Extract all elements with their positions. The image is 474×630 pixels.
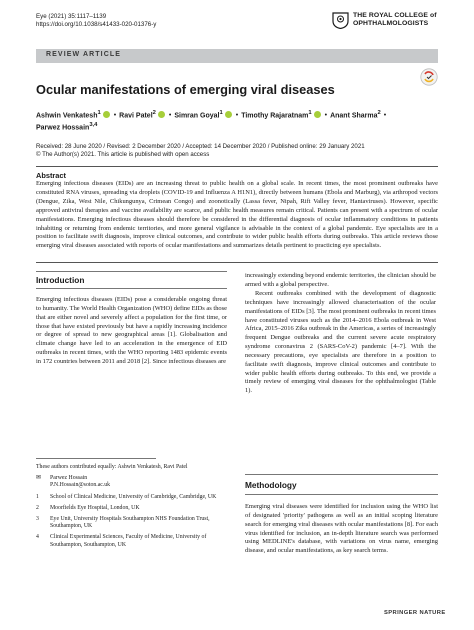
- author-name[interactable]: Simran Goyal: [174, 112, 220, 120]
- logo-line-2: OPHTHALMOLOGISTS: [353, 20, 429, 27]
- publication-dates: [36, 143, 365, 158]
- section-divider: [245, 494, 438, 495]
- abstract-divider: [36, 166, 438, 167]
- author-separator: •: [324, 112, 328, 120]
- author-separator: •: [235, 112, 239, 120]
- author-name[interactable]: Timothy Rajaratnam: [241, 112, 309, 120]
- section-divider: [245, 474, 438, 475]
- rcophth-logo: [332, 10, 444, 32]
- footnotes: [36, 464, 227, 553]
- author-affiliation: 3,4: [89, 122, 98, 128]
- body-paragraph: Recent outbreaks combined with the development of diagnostic techniques have increasingly allowed characterisation of the ocular manifestations of EIDs [3]. The most prominent outbreaks in recent times have constituted viruses such as the 2014–2016 Ebola outbreak in West Africa, 2015–2016 Zika outbreak in the Americas, a series of increasingly frequent Dengue outbreaks and the current severe acute respiratory syndrome coronavirus 2 (SARS-CoV-2) pandemic [4–7]. With the necessary precautions, eye specialists are therefore in a position to facilitate swift diagnosis, improve clinical outcomes and contribute to wider public health efforts during outbreaks. To this end, we provide a timely review of emerging viral diseases for the ophthalmologist (Table 1).: [245, 290, 436, 395]
- body-paragraph: increasingly extending beyond endemic territories, the clinician should be armed with a global perspective.: [245, 272, 436, 288]
- journal-citation: Eye (2021) 35:1117–1139: [36, 13, 107, 20]
- equal-contribution-note: These authors contributed equally: Ashwin Venkatesh, Ravi Patel: [36, 464, 188, 470]
- orcid-icon[interactable]: [103, 111, 110, 118]
- author-affiliation: 1: [308, 110, 312, 116]
- abstract-divider-bottom: [36, 262, 438, 263]
- footnote-divider: [36, 458, 156, 459]
- correspondence-name: Parwez Hossain: [50, 475, 88, 482]
- correspondence: [36, 475, 227, 489]
- correspondence-email[interactable]: P.N.Hossain@soton.ac.uk: [50, 482, 111, 489]
- email-icon: ✉: [36, 475, 41, 482]
- affiliation-item: 3 Eye Unit, University Hospitals Southampton NHS Foundation Trust, Southampton, UK: [36, 516, 210, 530]
- author-name[interactable]: Ashwin Venkatesh: [36, 112, 98, 120]
- author-separator: •: [113, 112, 117, 120]
- author-list-line-2: [36, 122, 97, 131]
- orcid-icon[interactable]: [158, 111, 165, 118]
- orcid-icon[interactable]: [314, 111, 321, 118]
- college-crest-icon: [332, 11, 349, 29]
- affiliation-item: 2 Moorfields Eye Hospital, London, UK: [36, 504, 140, 511]
- journal-citation-block: [36, 13, 156, 28]
- abstract-heading: Abstract: [36, 171, 66, 180]
- introduction-heading: Introduction: [36, 275, 85, 285]
- affiliation-item: 4 Clinical Experimental Sciences, Faculty of Medicine, University of Southampton, Southampton, UK: [36, 534, 207, 548]
- author-name[interactable]: Ravi Patel: [119, 112, 153, 120]
- section-divider: [36, 271, 227, 272]
- doi-link[interactable]: https://doi.org/10.1038/s41433-020-01376-y: [36, 20, 157, 28]
- check-for-updates-icon[interactable]: [420, 68, 438, 86]
- article-title: Ocular manifestations of emerging viral diseases: [36, 82, 335, 97]
- author-affiliation: 1: [97, 110, 101, 116]
- author-affiliation: 2: [377, 110, 381, 116]
- author-name[interactable]: Parwez Hossain: [36, 124, 90, 132]
- history-dates: Received: 28 June 2020 / Revised: 2 December 2020 / Accepted: 14 December 2020 / Published online: 29 January 2021: [36, 143, 365, 150]
- section-divider: [36, 288, 227, 289]
- author-affiliation: 2: [152, 110, 156, 116]
- orcid-icon[interactable]: [225, 111, 232, 118]
- author-separator: •: [383, 112, 387, 120]
- author-affiliation: 1: [219, 110, 223, 116]
- logo-line-1: THE ROYAL COLLEGE of: [353, 12, 437, 19]
- author-name[interactable]: Anant Sharma: [330, 112, 378, 120]
- copyright-line: © The Author(s) 2021. This article is published with open access: [36, 150, 210, 158]
- methodology-paragraph: Emerging viral diseases were identified for inclusion using the WHO list of designated 'priority' pathogens as well as an initial scoping literature search for emerging viral diseases with ocular manifestations [8]. For each virus identified for inclusion, an in-depth literature search was performed using MEDLINE's database, with variations on virus name, emerging disease, and ocular manifestations, as key search terms.: [245, 503, 438, 555]
- affiliation-item: 1 School of Clinical Medicine, University of Cambridge, Cambridge, UK: [36, 493, 217, 500]
- publisher-logo: SPRINGER NATURE: [384, 610, 446, 616]
- methodology-heading: Methodology: [245, 480, 297, 490]
- article-type-banner: [36, 49, 438, 63]
- abstract-text: Emerging infectious diseases (EIDs) are an increasing threat to public health on a global scale. In recent times, the most prominent outbreaks have constituted RNA viruses, spreading via droplets (COVID-19 and Influenza A H1N1), directly between humans (Ebola and Marburg), via arthropod vectors (Dengue, Zika, West Nile, Chikungunya, Crimean Congo) and zoonotically (Lassa fever, Nipah, Rift Valley fever, Hantaviruses). However, specific approved antiviral therapies and vaccine availability are scarce, and public health measures remain critical. Patients can present with a spectrum of ocular manifestations. Emerging infectious diseases should therefore be considered in the differential diagnosis of ocular inflammatory conditions in patients inhabiting or returning from endemic territories, and more general vigilance is advisable in the context of a global pandemic. Eye specialists are in a position to facilitate swift diagnosis, improve clinical outcomes, and contribute to wider public health efforts during outbreaks. This article reviews those emerging viral diseases associated with reports of ocular manifestations and summarizes details pertinent to practicing eye specialists.: [36, 180, 438, 250]
- article-type-label: REVIEW ARTICLE: [46, 51, 122, 58]
- author-separator: •: [168, 112, 172, 120]
- author-list-line-1: [36, 110, 389, 119]
- introduction-paragraph: Emerging infectious diseases (EIDs) pose a considerable ongoing threat to humanity. The World Health Organization (WHO) define EIDs as those that are either novel and severely affect a population for the first time, or those that have existed previously but have a rapidly increasing incidence or degree of spread to new geographical areas [1]. Globalisation and climate change have led to an acceleration in the emergence of EID outbreaks in recent times, with the WHO reporting 1483 epidemic events in 172 countries between 2011 and 2018 [2]. Since infectious diseases are: [36, 296, 227, 365]
